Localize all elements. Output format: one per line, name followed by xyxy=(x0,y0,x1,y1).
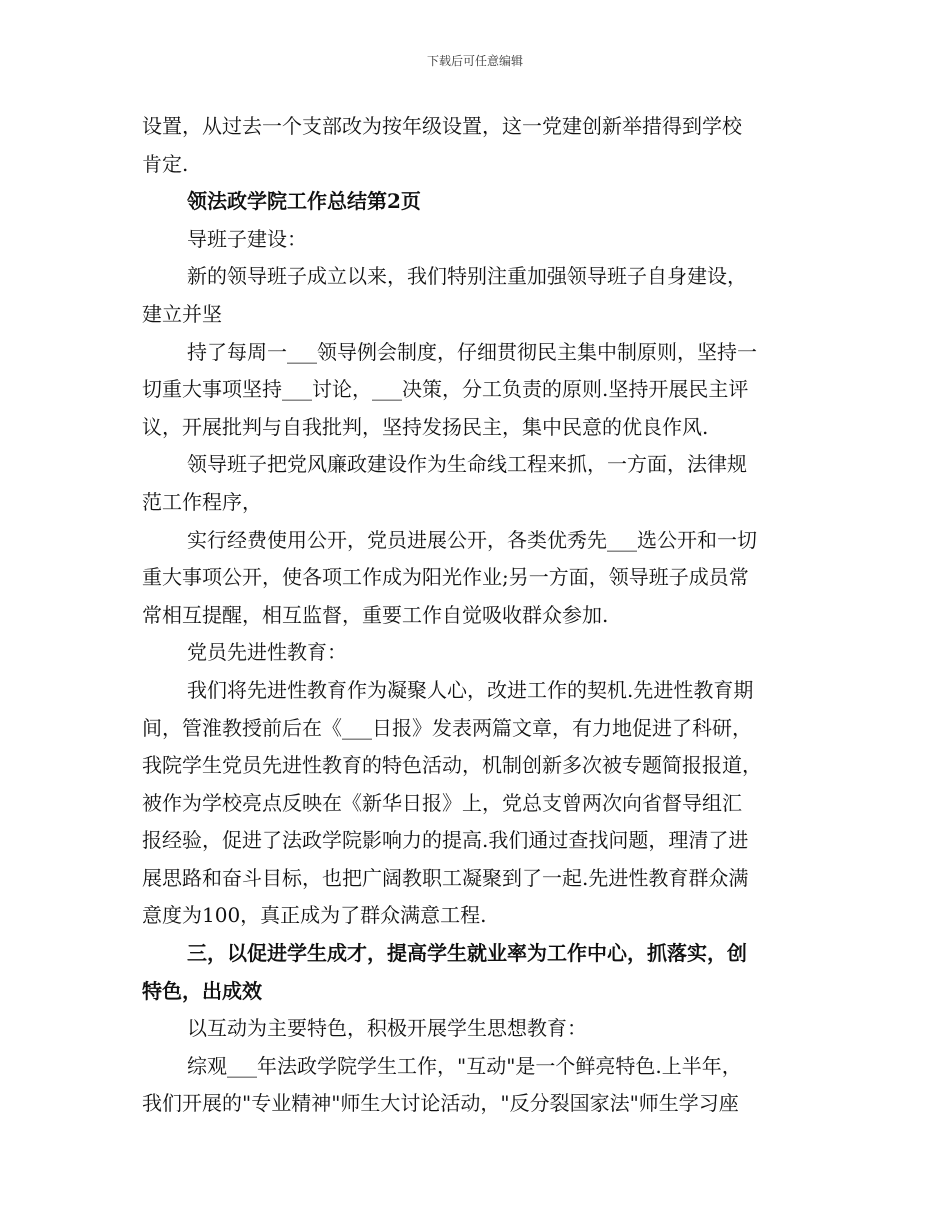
text-line: 切重大事项坚持___讨论，___决策，分工负责的原则.坚持开展民主评 xyxy=(142,377,749,402)
text-line: 重大事项公开，使各项工作成为阳光作业;另一方面，领导班子成员常 xyxy=(142,565,749,590)
text-line: 领导班子把党风廉政建设作为生命线工程来抓，一方面，法律规 xyxy=(187,452,747,477)
document-body xyxy=(142,108,822,1123)
text-line: 展思路和奋斗目标，也把广阔教职工凝聚到了一起.先进性教育群众满 xyxy=(142,865,749,890)
text-line: 范工作程序， xyxy=(142,489,262,514)
text-line: 议，开展批判与自我批判，坚持发扬民主，集中民意的优良作风. xyxy=(142,414,709,439)
section-heading: 特色，出成效 xyxy=(142,978,262,1003)
text-line: 以互动为主要特色，积极开展学生思想教育： xyxy=(187,1016,587,1041)
text-line: 报经验，促进了法政学院影响力的提高.我们通过查找问题，理清了进 xyxy=(142,828,749,853)
text-line: 被作为学校亮点反映在《新华日报》上，党总支曾两次向省督导组汇 xyxy=(142,790,742,815)
page-header: 下载后可任意编辑 xyxy=(426,54,523,68)
text-line: 间，管淮教授前后在《___日报》发表两篇文章，有力地促进了科研， xyxy=(142,715,752,740)
text-line: 肯定. xyxy=(142,151,189,176)
section-heading: 三，以促进学生成才，提高学生就业率为工作中心，抓落实，创 xyxy=(187,941,747,966)
text-line: 党员先进性教育： xyxy=(187,640,347,665)
section-heading: 领法政学院工作总结第2页 xyxy=(187,189,421,214)
text-line: 意度为100，真正成为了群众满意工程. xyxy=(142,903,487,928)
text-line: 我们开展的"专业精神"师生大讨论活动，"反分裂国家法"师生学习座 xyxy=(142,1091,739,1116)
text-line: 我院学生党员先进性教育的特色活动，机制创新多次被专题简报报道， xyxy=(142,753,762,778)
text-line: 导班子建设： xyxy=(187,226,307,251)
text-line: 新的领导班子成立以来，我们特别注重加强领导班子自身建设， xyxy=(187,264,747,289)
text-line: 常相互提醒，相互监督，重要工作自觉吸收群众参加. xyxy=(142,602,609,627)
text-line: 建立并坚 xyxy=(142,301,222,326)
text-line: 持了每周一___领导例会制度，仔细贯彻民主集中制原则，坚持一 xyxy=(187,339,757,364)
text-line: 实行经费使用公开，党员进展公开，各类优秀先___选公开和一切 xyxy=(187,527,757,552)
text-line: 我们将先进性教育作为凝聚人心，改进工作的契机.先进性教育期 xyxy=(187,677,754,702)
text-line: 设置，从过去一个支部改为按年级设置，这一党建创新举措得到学校 xyxy=(142,114,742,138)
text-line: 综观___年法政学院学生工作，"互动"是一个鲜亮特色.上半年， xyxy=(187,1053,742,1078)
